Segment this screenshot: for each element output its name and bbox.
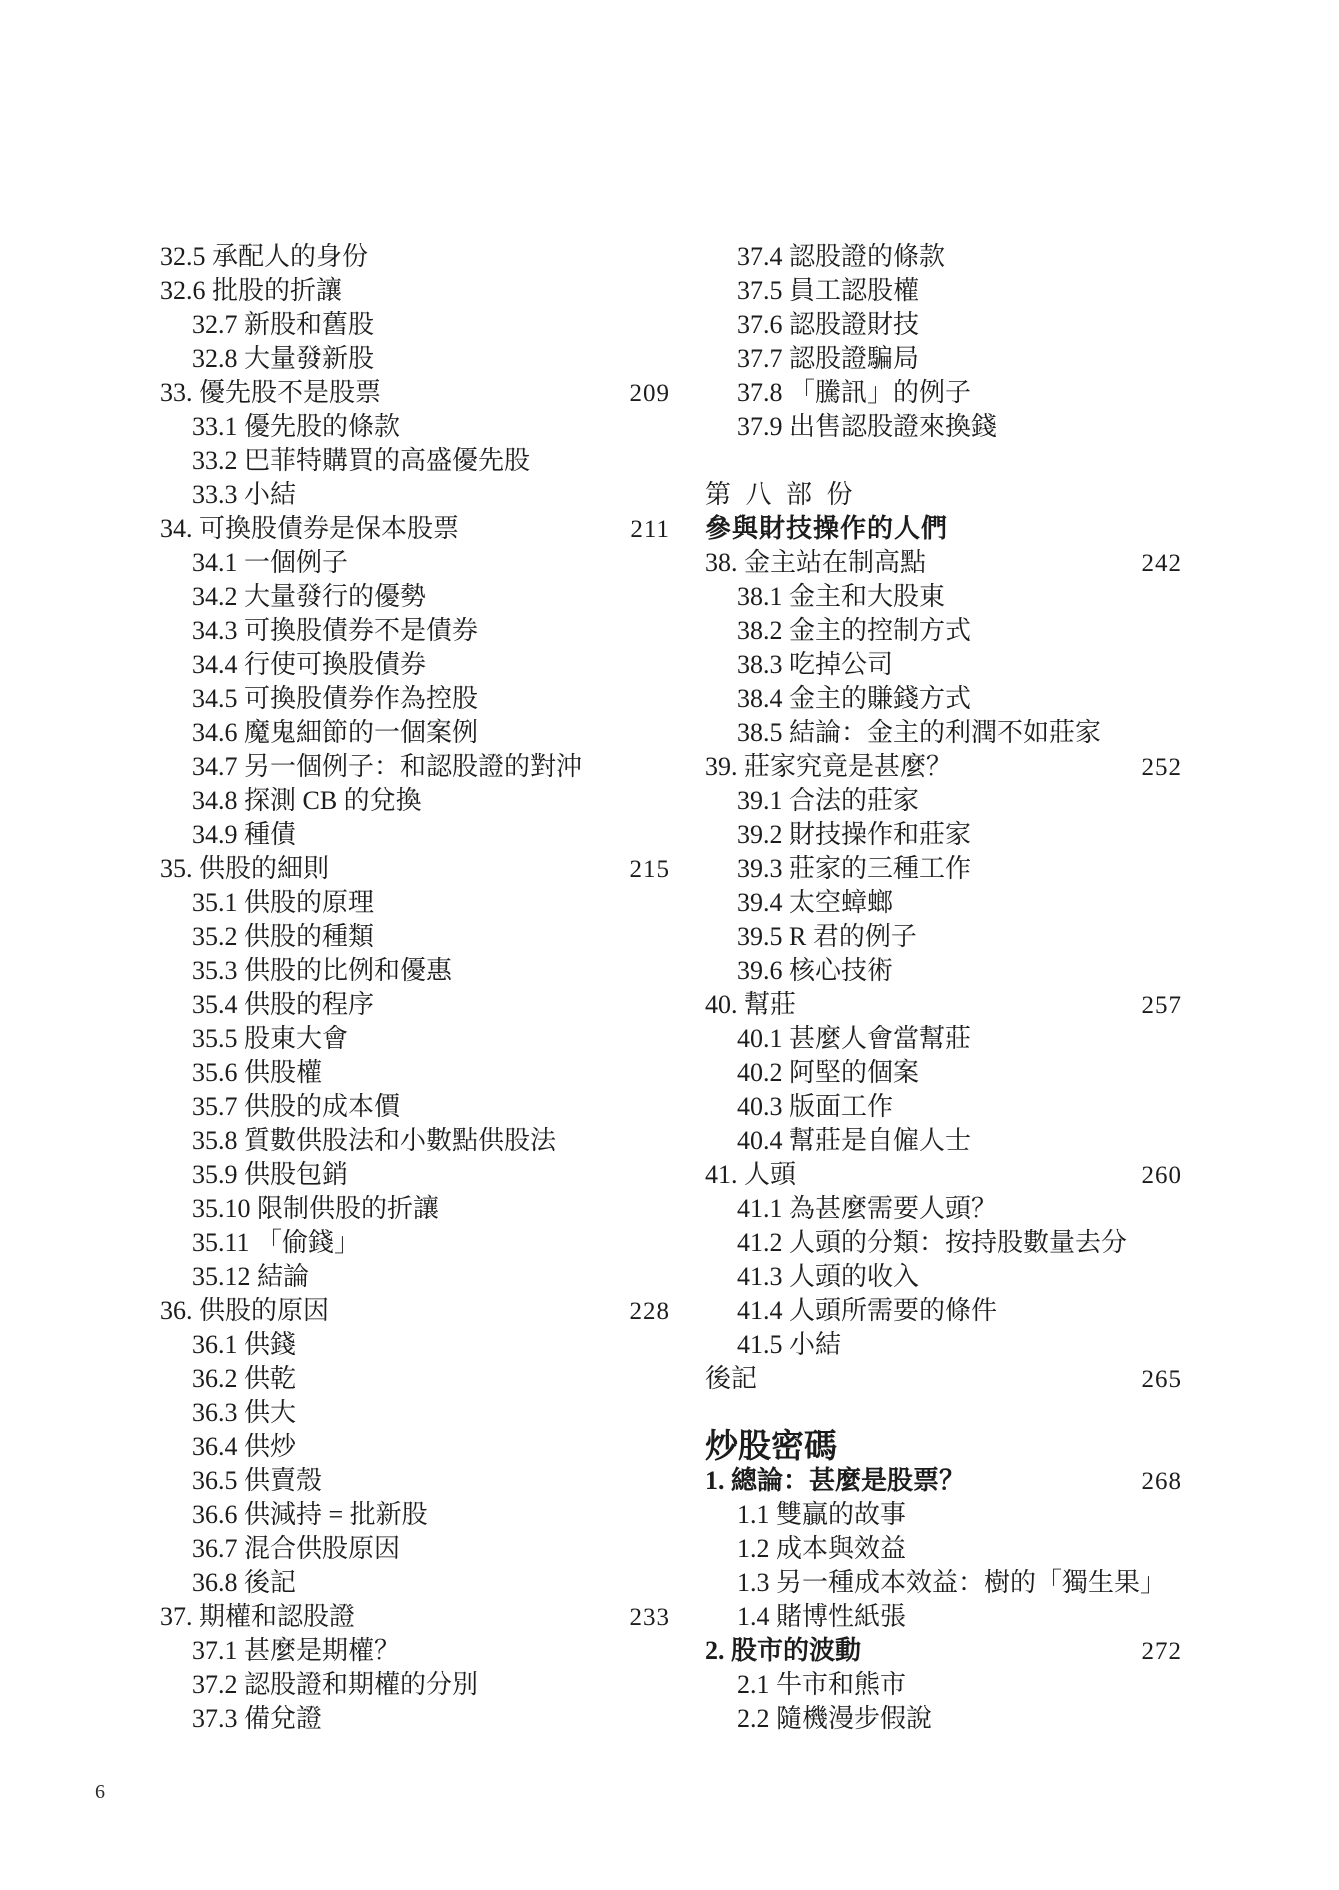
toc-entry-text: 34.5 可換股債券作為控股 (192, 684, 479, 713)
toc-entry-text: 38.2 金主的控制方式 (737, 616, 972, 645)
toc-row (705, 1260, 1182, 1294)
toc-entry-text: 37.9 出售認股證來換錢 (737, 412, 998, 441)
toc-row (160, 1328, 670, 1362)
toc-row (160, 1532, 670, 1566)
toc-entry-text: 39.1 合法的莊家 (737, 786, 920, 815)
toc-entry-text: 33.3 小結 (192, 480, 297, 509)
toc-entry-text: 40.3 版面工作 (737, 1092, 894, 1121)
toc-entry-text: 32.5 承配人的身份 (160, 242, 369, 271)
toc-row (160, 716, 670, 750)
toc-row (705, 546, 1182, 580)
toc-row (705, 1294, 1182, 1328)
toc-entry-text: 2.2 隨機漫步假說 (737, 1704, 933, 1733)
toc-entry-text: 37.8 「騰訊」的例子 (737, 378, 972, 407)
toc-entry-text: 35.8 質數供股法和小數點供股法 (192, 1126, 557, 1155)
toc-entry-page-number: 268 (1141, 1468, 1182, 1495)
toc-row (160, 1192, 670, 1226)
toc-entry-text: 39.5 R 君的例子 (737, 922, 917, 951)
toc-row (160, 512, 670, 546)
toc-entry-text: 41.2 人頭的分類：按持股數量去分 (737, 1228, 1128, 1257)
toc-entry-text: 40. 幫莊 (705, 990, 797, 1019)
toc-row (160, 648, 670, 682)
toc-row (160, 614, 670, 648)
toc-entry-text: 34.1 一個例子 (192, 548, 349, 577)
toc-row (160, 580, 670, 614)
toc-row (705, 1056, 1182, 1090)
toc-row (705, 1226, 1182, 1260)
toc-entry-text: 後記 (705, 1364, 758, 1393)
toc-entry-text: 35.1 供股的原理 (192, 888, 375, 917)
toc-entry-text: 37.5 員工認股權 (737, 276, 920, 305)
toc-row (160, 1396, 670, 1430)
toc-row (705, 852, 1182, 886)
toc-entry-text: 34.6 魔鬼細節的一個案例 (192, 718, 479, 747)
toc-entry-text: 34.7 另一個例子：和認股證的對沖 (192, 752, 583, 781)
toc-entry-text: 35.3 供股的比例和優惠 (192, 956, 453, 985)
toc-row (160, 988, 670, 1022)
toc-row (160, 444, 670, 478)
toc-entry-text: 36.7 混合供股原因 (192, 1534, 401, 1563)
toc-entry-text: 37.1 甚麼是期權？ (192, 1636, 401, 1665)
toc-entry-text: 33.2 巴菲特購買的高盛優先股 (192, 446, 531, 475)
toc-row (160, 1430, 670, 1464)
toc-row (705, 1362, 1182, 1396)
toc-entry-text: 33. 優先股不是股票 (160, 378, 382, 407)
toc-row (160, 546, 670, 580)
toc-entry-text: 36.3 供大 (192, 1398, 297, 1427)
toc-entry-text: 2.1 牛市和熊市 (737, 1670, 907, 1699)
toc-entry-text: 33.1 優先股的條款 (192, 412, 401, 441)
toc-row (705, 1158, 1182, 1192)
toc-entry-text: 參與財技操作的人們 (705, 514, 949, 543)
toc-row (160, 1260, 670, 1294)
toc-row (705, 716, 1182, 750)
toc-entry-text: 34.2 大量發行的優勢 (192, 582, 427, 611)
toc-entry-text: 39.4 太空蟑螂 (737, 888, 894, 917)
toc-entry-text: 34.8 探測 CB 的兌換 (192, 786, 422, 815)
toc-entry-text: 37.3 備兌證 (192, 1704, 323, 1733)
toc-entry-text: 1.4 賭博性紙張 (737, 1602, 907, 1631)
toc-entry-text: 37.4 認股證的條款 (737, 242, 946, 271)
toc-entry-text: 41.4 人頭所需要的條件 (737, 1296, 998, 1325)
toc-row (160, 1022, 670, 1056)
toc-entry-text: 1.1 雙贏的故事 (737, 1500, 907, 1529)
toc-row (705, 784, 1182, 818)
toc-entry-page-number: 265 (1141, 1366, 1182, 1393)
toc-row (160, 1056, 670, 1090)
toc-row (160, 342, 670, 376)
toc-entry-text: 1.2 成本與效益 (737, 1534, 907, 1563)
toc-row (705, 988, 1182, 1022)
toc-row (705, 750, 1182, 784)
toc-entry-text: 1.3 另一種成本效益：樹的「獨生果」 (737, 1568, 1167, 1597)
toc-row (705, 614, 1182, 648)
toc-row (705, 1430, 1182, 1464)
toc-row (705, 240, 1182, 274)
toc-row (705, 1634, 1182, 1668)
toc-entry-text: 35.9 供股包銷 (192, 1160, 349, 1189)
toc-entry-text: 40.4 幫莊是自僱人士 (737, 1126, 972, 1155)
toc-row (160, 1702, 670, 1736)
toc-entry-text: 41.1 為甚麼需要人頭？ (737, 1194, 998, 1223)
toc-row (160, 818, 670, 852)
toc-row (705, 410, 1182, 444)
toc-row (705, 308, 1182, 342)
toc-entry-text: 34.9 種債 (192, 820, 297, 849)
toc-row (160, 1464, 670, 1498)
toc-entry-text: 36.4 供炒 (192, 1432, 297, 1461)
toc-row (705, 1600, 1182, 1634)
toc-row (705, 512, 1182, 546)
toc-row (705, 1192, 1182, 1226)
toc-entry-text: 32.6 批股的折讓 (160, 276, 343, 305)
toc-entry-text: 36.6 供減持 = 批新股 (192, 1500, 428, 1529)
toc-row (705, 954, 1182, 988)
toc-entry-text: 37.7 認股證騙局 (737, 344, 920, 373)
toc-entry-text: 38.3 吃掉公司 (737, 650, 894, 679)
toc-entry-text: 32.8 大量發新股 (192, 344, 375, 373)
toc-entry-page-number: 211 (630, 516, 670, 543)
toc-row (160, 376, 670, 410)
toc-entry-text: 40.2 阿堅的個案 (737, 1058, 920, 1087)
toc-entry-text: 35. 供股的細則 (160, 854, 330, 883)
toc-entry-text: 35.2 供股的種類 (192, 922, 375, 951)
toc-entry-text: 34.4 行使可換股債券 (192, 650, 427, 679)
toc-row (705, 1090, 1182, 1124)
toc-row (160, 920, 670, 954)
toc-row (160, 784, 670, 818)
toc-row (705, 1498, 1182, 1532)
toc-row (160, 1498, 670, 1532)
toc-row (705, 886, 1182, 920)
toc-row (705, 1022, 1182, 1056)
toc-row (160, 478, 670, 512)
toc-row (160, 750, 670, 784)
toc-row (705, 1124, 1182, 1158)
toc-row (160, 1600, 670, 1634)
toc-row (705, 920, 1182, 954)
toc-row (160, 1668, 670, 1702)
toc-entry-page-number: 252 (1141, 754, 1182, 781)
toc-entry-text: 35.6 供股權 (192, 1058, 323, 1087)
toc-entry-text: 39.6 核心技術 (737, 956, 894, 985)
toc-entry-text: 2. 股市的波動 (705, 1636, 862, 1665)
toc-row (160, 274, 670, 308)
toc-entry-text: 38. 金主站在制高點 (705, 548, 927, 577)
toc-row (705, 818, 1182, 852)
toc-entry-text: 第 八 部 份 (705, 480, 857, 509)
toc-row (160, 410, 670, 444)
toc-row (160, 1566, 670, 1600)
toc-entry-page-number: 260 (1141, 1162, 1182, 1189)
toc-entry-text: 32.7 新股和舊股 (192, 310, 375, 339)
page-folio: 6 (95, 1781, 105, 1803)
toc-entry-text: 41.5 小結 (737, 1330, 842, 1359)
toc-entry-page-number: 215 (629, 856, 670, 883)
toc-row (705, 682, 1182, 716)
toc-entry-text: 38.4 金主的賺錢方式 (737, 684, 972, 713)
toc-row (705, 1328, 1182, 1362)
toc-entry-text: 37. 期權和認股證 (160, 1602, 356, 1631)
toc-entry-text: 35.11 「偷錢」 (192, 1228, 361, 1257)
toc-row (160, 1294, 670, 1328)
toc-entry-text: 炒股密碼 (705, 1429, 837, 1465)
toc-row (705, 274, 1182, 308)
toc-entry-text: 36. 供股的原因 (160, 1296, 330, 1325)
toc-row (160, 1090, 670, 1124)
toc-entry-text: 37.2 認股證和期權的分別 (192, 1670, 479, 1699)
toc-row (705, 478, 1182, 512)
toc-row (705, 1702, 1182, 1736)
toc-entry-text: 36.2 供乾 (192, 1364, 297, 1393)
toc-entry-text: 40.1 甚麼人會當幫莊 (737, 1024, 972, 1053)
toc-entry-text: 35.10 限制供股的折讓 (192, 1194, 440, 1223)
toc-entry-text: 38.5 結論：金主的利潤不如莊家 (737, 718, 1102, 747)
toc-row (705, 342, 1182, 376)
toc-entry-page-number: 233 (629, 1604, 670, 1631)
toc-row (160, 954, 670, 988)
toc-entry-text: 41. 人頭 (705, 1160, 797, 1189)
toc-row (160, 1158, 670, 1192)
toc-entry-text: 39.2 財技操作和莊家 (737, 820, 972, 849)
toc-row (705, 580, 1182, 614)
toc-right-column (705, 240, 1182, 1736)
toc-entry-text: 35.7 供股的成本價 (192, 1092, 401, 1121)
toc-row (705, 1668, 1182, 1702)
toc-entry-text: 36.8 後記 (192, 1568, 297, 1597)
toc-row (705, 1464, 1182, 1498)
toc-row (160, 240, 670, 274)
toc-entry-text: 39. 莊家究竟是甚麼？ (705, 752, 953, 781)
toc-entry-text: 35.12 結論 (192, 1262, 310, 1291)
toc-row (160, 886, 670, 920)
toc-row (160, 1124, 670, 1158)
toc-entry-text: 36.5 供賣殼 (192, 1466, 323, 1495)
toc-row (160, 308, 670, 342)
toc-row (160, 852, 670, 886)
toc-entry-text: 34. 可換股債券是保本股票 (160, 514, 460, 543)
toc-entry-page-number: 209 (629, 380, 670, 407)
toc-entry-page-number: 242 (1141, 550, 1182, 577)
toc-entry-page-number: 272 (1141, 1638, 1182, 1665)
toc-entry-text: 35.4 供股的程序 (192, 990, 375, 1019)
toc-row (705, 648, 1182, 682)
toc-row (160, 1634, 670, 1668)
toc-left-column (160, 240, 670, 1736)
toc-row (160, 1226, 670, 1260)
toc-entry-page-number: 228 (629, 1298, 670, 1325)
toc-entry-text: 35.5 股東大會 (192, 1024, 349, 1053)
toc-row (705, 376, 1182, 410)
toc-entry-text: 38.1 金主和大股東 (737, 582, 946, 611)
toc-entry-text: 37.6 認股證財技 (737, 310, 920, 339)
toc-entry-text: 34.3 可換股債券不是債券 (192, 616, 479, 645)
toc-row (705, 1566, 1182, 1600)
toc-entry-page-number: 257 (1141, 992, 1182, 1019)
toc-row (160, 682, 670, 716)
toc-row (705, 1532, 1182, 1566)
toc-entry-text: 36.1 供錢 (192, 1330, 297, 1359)
toc-entry-text: 41.3 人頭的收入 (737, 1262, 920, 1291)
toc-entry-text: 1. 總論：甚麼是股票？ (705, 1466, 966, 1495)
toc-row (160, 1362, 670, 1396)
toc-entry-text: 39.3 莊家的三種工作 (737, 854, 972, 883)
